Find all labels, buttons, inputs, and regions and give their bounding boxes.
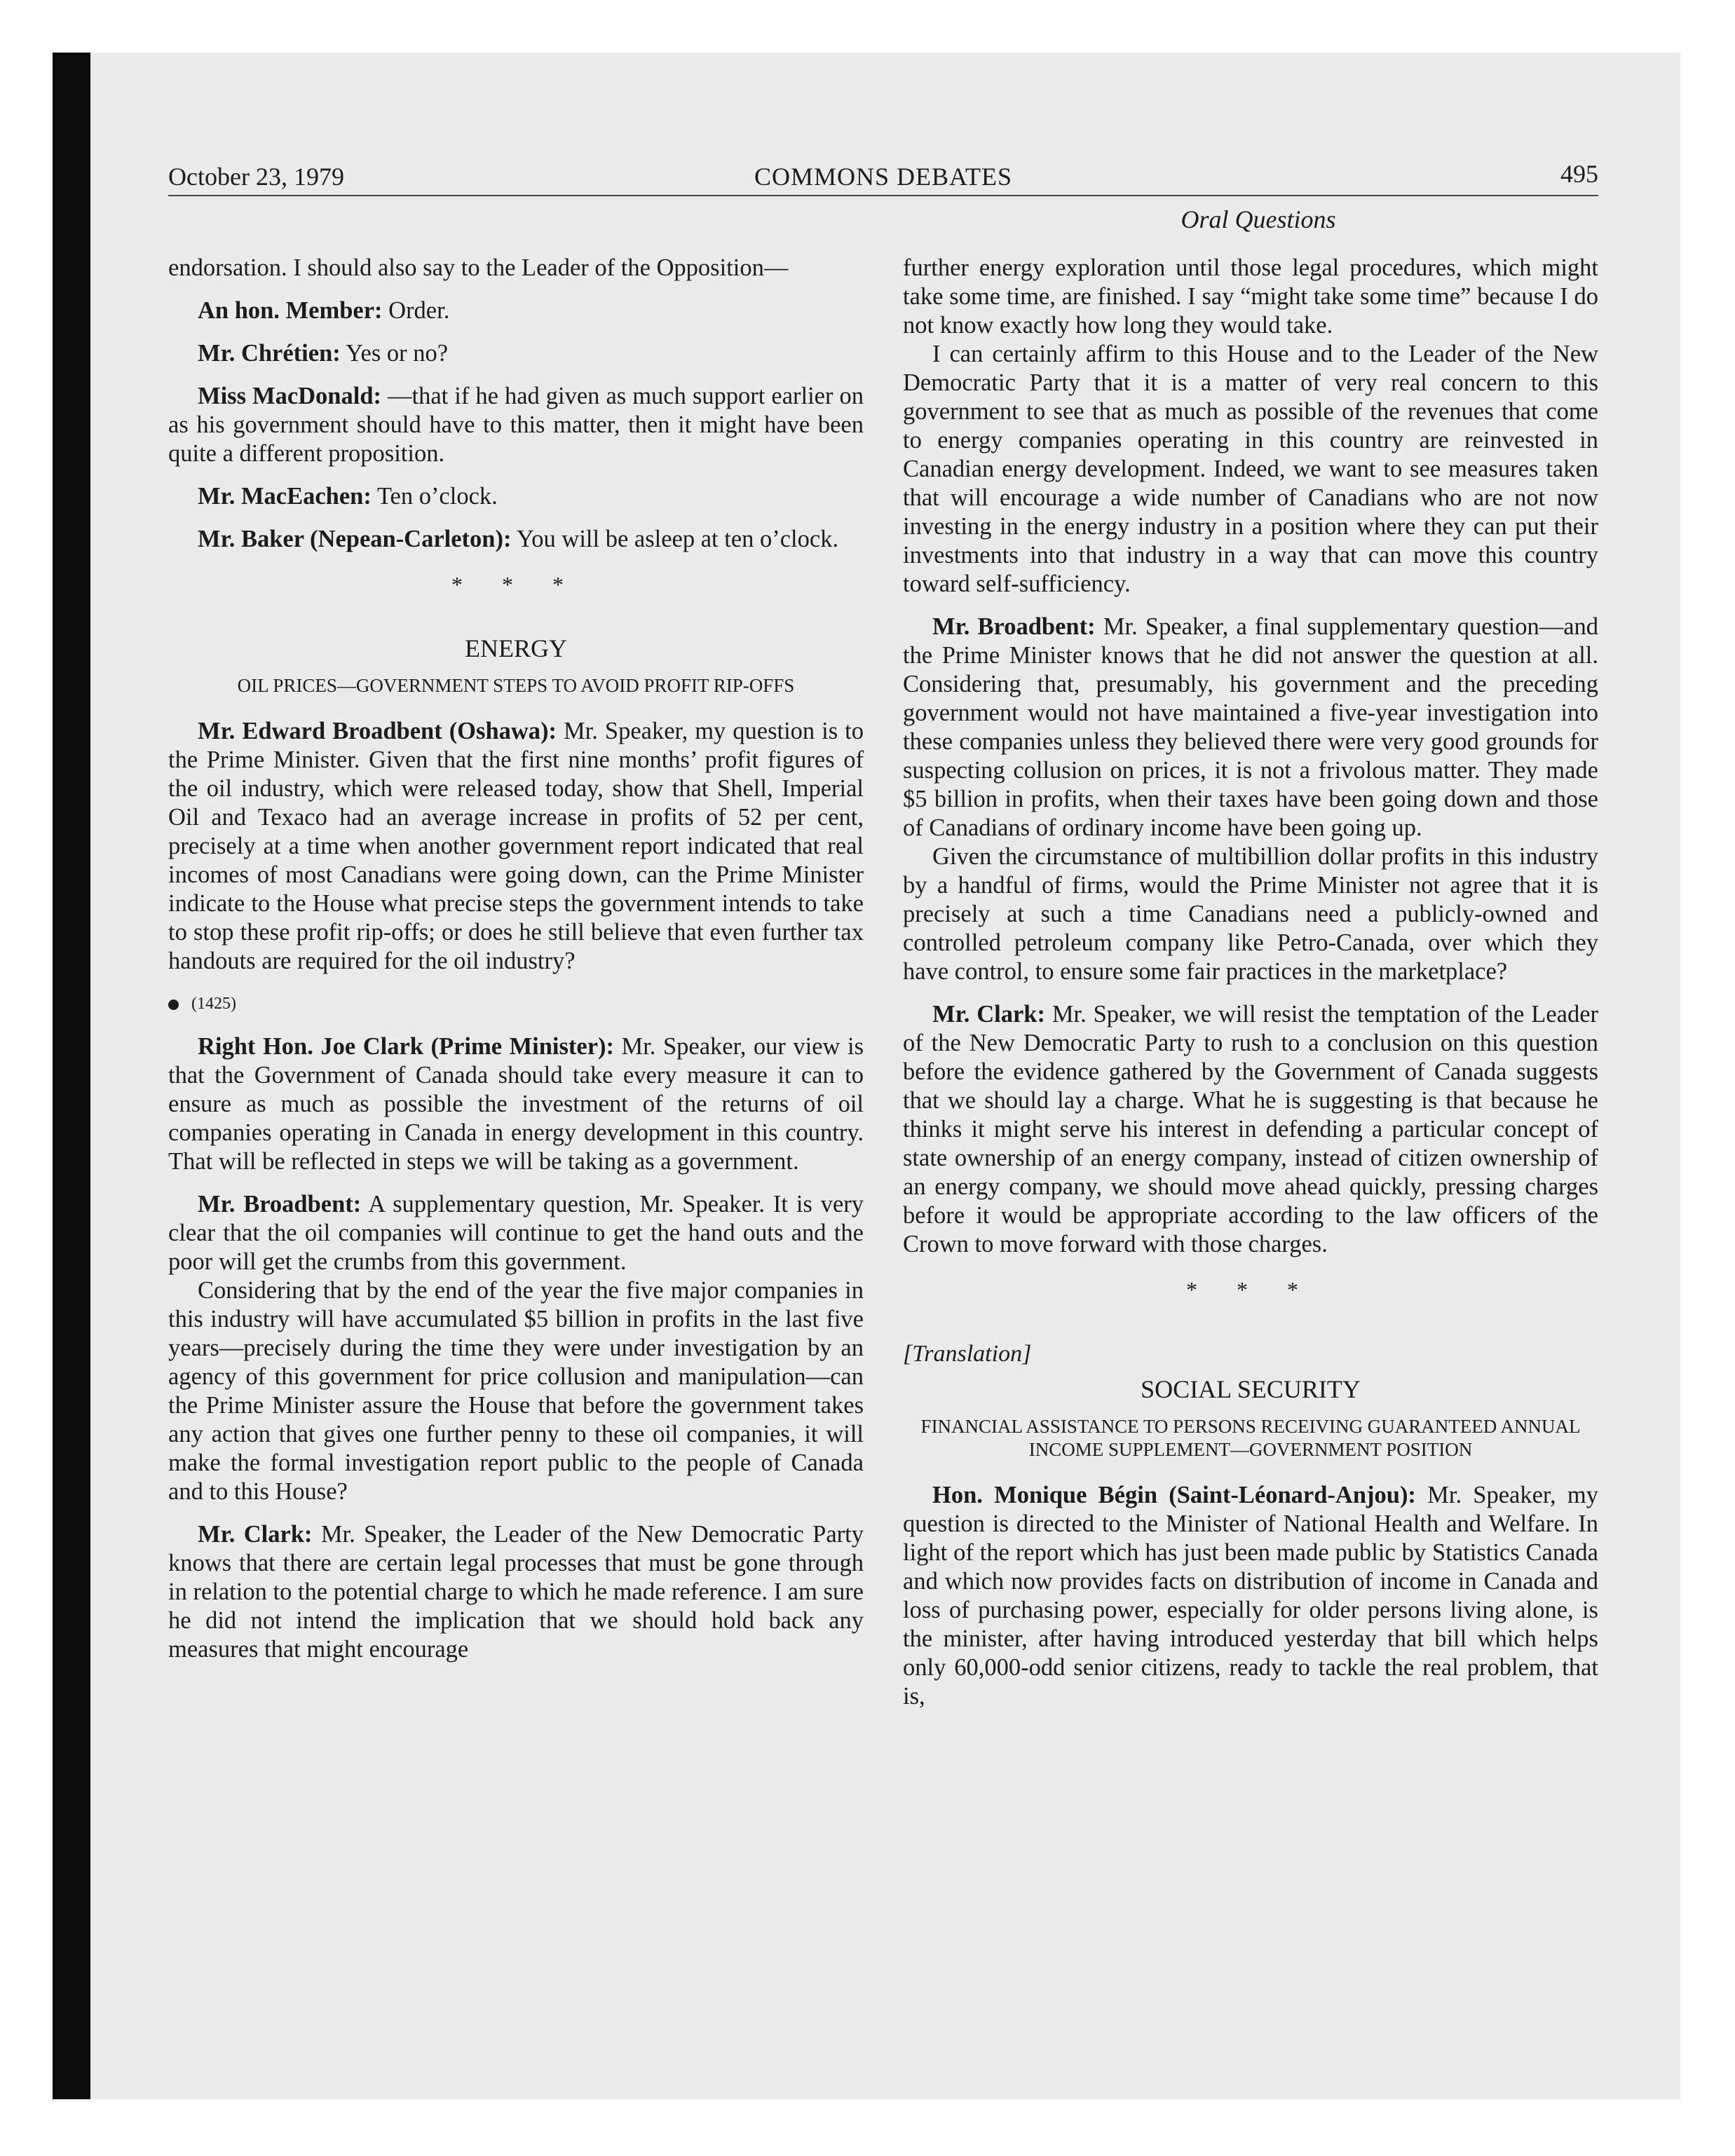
speaker-name: Mr. Broadbent: bbox=[932, 613, 1096, 640]
section-heading: SOCIAL SECURITY bbox=[1141, 1375, 1361, 1403]
header-journal-title: COMMONS DEBATES bbox=[754, 163, 1013, 191]
speech-text: You will be asleep at ten o’clock. bbox=[511, 526, 839, 552]
speaker-name: Right Hon. Joe Clark (Prime Minister): bbox=[198, 1033, 615, 1060]
section-heading: ENERGY bbox=[465, 634, 567, 662]
binding-edge bbox=[53, 53, 90, 2099]
speech-paragraph bbox=[168, 525, 864, 554]
paragraph: Considering that by the end of the year the five major companies in this industry will have accumulated $5 billion in profits in the last five years—precisely during the time they were under investigation by an agency of this government for price collusion and manipulation—can the Prime Minister assure the House that before the government takes any action that gives one further penny to these oil companies, it will make the formal investigation report public to the people of Canada and to this House? bbox=[168, 1277, 864, 1505]
paragraph: Given the circumstance of multibillion dollar profits in this industry by a handful of firms, would the Prime Minister not agree that it is precisely at such a time Canadians need a publicly-owned and controlled petroleum company like Petro-Canada, over which they have control, to ensure some fair practices in the marketplace? bbox=[903, 843, 1598, 985]
speech-text: Mr. Speaker, we will resist the temptation of the Leader of the New Democratic Party to rush to a conclusion on this question before the evidence gathered by the Government of Canada suggests that we should lay a charge. What he is suggesting is that because he thinks it might serve his interest in defending a particular concept of state ownership of an energy company, instead of citizen ownership of an energy company, we should move ahead quickly, pressing charges before it would be appropriate according to the law officers of the Crown to move forward with those charges. bbox=[903, 1001, 1598, 1257]
speech-paragraph bbox=[168, 1520, 864, 1664]
speech-text: Mr. Speaker, my question is to the Prime Minister. Given that the first nine months’ profit figures of the oil industry, which were released today, show that Shell, Imperial Oil and Texaco had an average increase in profits of 52 per cent, precisely at a time when another government report indicated that real incomes of most Canadians were going down, can the Prime Minister indicate to the House what precise steps the government intends to take to stop these profit rip-offs; or does he still believe that even further tax handouts are required for the oil industry? bbox=[168, 718, 864, 974]
section-separator: * * * bbox=[451, 572, 580, 597]
speech-text: Mr. Speaker, my question is directed to the Minister of National Health and Welfare. In light of the report which has just been made public by Statistics Canada and which now provides facts on distribution of income in Canada and loss of purchasing power, especially for older persons living alone, is the minister, after having introduced yesterday that bill which helps only 60,000-odd senior citizens, ready to tackle the real problem, that is, bbox=[903, 1482, 1598, 1710]
left-column bbox=[168, 254, 864, 1678]
speech-paragraph bbox=[903, 1000, 1598, 1259]
speaker-name: Mr. Baker (Nepean-Carleton): bbox=[198, 526, 512, 552]
speech-paragraph bbox=[168, 717, 864, 976]
speaker-name: Mr. Clark: bbox=[198, 1521, 313, 1548]
speaker-name: Mr. Edward Broadbent (Oshawa): bbox=[198, 718, 557, 744]
section-subheading: OIL PRICES—GOVERNMENT STEPS TO AVOID PROFIT RIP-OFFS bbox=[237, 675, 795, 696]
speaker-name: Mr. Chrétien: bbox=[198, 340, 341, 367]
speaker-name: Mr. MacEachen: bbox=[198, 483, 372, 510]
speech-text: Mr. Speaker, our view is that the Government of Canada should take every measure it can to ensure as much as possible the investment of the returns of oil companies operating in Canada in energy development in this country. That will be reflected in steps we will be taking as a government. bbox=[168, 1033, 864, 1175]
time-marker-text: (1425) bbox=[191, 995, 236, 1013]
speech-paragraph bbox=[168, 382, 864, 468]
translation-marker: [Translation] bbox=[903, 1341, 1032, 1367]
speech-paragraph bbox=[903, 1481, 1598, 1711]
speaker-name: Hon. Monique Bégin (Saint-Léonard-Anjou): bbox=[932, 1482, 1416, 1508]
speech-paragraph bbox=[903, 613, 1598, 842]
speech-text: Mr. Speaker, a final supplementary question—and the Prime Minister knows that he did not answer the question at all. Considering that, presumably, his government and the preceding government would not have maintained a five-year investigation into these companies unless they believed there were very good grounds for suspecting collusion on prices, it is not a frivolous matter. They made $5 billion in profits, when their taxes have been going down and those of Canadians of ordinary income have been going up. bbox=[903, 613, 1599, 841]
speech-paragraph bbox=[168, 482, 864, 511]
right-column bbox=[903, 254, 1598, 1725]
speech-paragraph bbox=[168, 296, 864, 325]
document-page bbox=[168, 160, 1598, 1968]
speech-text: A supplementary question, Mr. Speaker. It is very clear that the oil companies will continue to get the hand outs and the poor will get the crumbs from this government. bbox=[168, 1191, 864, 1275]
section-subheading: FINANCIAL ASSISTANCE TO PERSONS RECEIVING GUARANTEED ANNUAL INCOME SUPPLEMENT—GOVERNMENT POSITION bbox=[920, 1416, 1581, 1460]
speech-text: Order. bbox=[382, 297, 450, 324]
paragraph: further energy exploration until those legal procedures, which might take some time, are finished. I say “might take some time” because I do not know exactly how long they would take. bbox=[903, 254, 1598, 339]
speech-text: Mr. Speaker, the Leader of the New Democratic Party knows that there are certain legal processes that must be gone through in relation to the potential charge to which he made reference. I am sure he did not intend the implication that we should hold back any measures that might encourage bbox=[168, 1521, 864, 1663]
speech-paragraph bbox=[168, 1032, 864, 1176]
speaker-name: An hon. Member: bbox=[198, 297, 383, 324]
speech-paragraph bbox=[168, 1190, 864, 1276]
speech-text: Yes or no? bbox=[340, 340, 449, 367]
running-header bbox=[168, 160, 1598, 196]
header-date: October 23, 1979 bbox=[168, 163, 344, 191]
speech-text: —that if he had given as much support earlier on as his government should have to this matter, then it might have been quite a different proposition. bbox=[168, 383, 864, 467]
time-marker bbox=[168, 990, 864, 1018]
section-separator: * * * bbox=[1186, 1277, 1315, 1302]
speech-text: Ten o’clock. bbox=[371, 483, 498, 510]
page-number: 495 bbox=[1560, 160, 1598, 188]
speaker-name: Mr. Broadbent: bbox=[198, 1191, 362, 1217]
paragraph: I can certainly affirm to this House and to the Leader of the New Democratic Party that it is a matter of very real concern to this government to see that as much as possible of the revenues that come to energy companies operating in this country are reinvested in Canadian energy development. Indeed, we want to see measures taken that will encourage a wide number of Canadians who are not now investing in the energy industry in a position where they can put their investments into that industry in a way that can move this country toward self-sufficiency. bbox=[903, 341, 1598, 597]
speech-paragraph bbox=[168, 339, 864, 368]
bullet-icon bbox=[168, 999, 179, 1010]
speaker-name: Miss MacDonald: bbox=[198, 383, 382, 409]
paragraph: endorsation. I should also say to the Leader of the Opposition— bbox=[168, 254, 789, 281]
speaker-name: Mr. Clark: bbox=[932, 1001, 1045, 1028]
section-title: Oral Questions bbox=[1181, 205, 1336, 233]
